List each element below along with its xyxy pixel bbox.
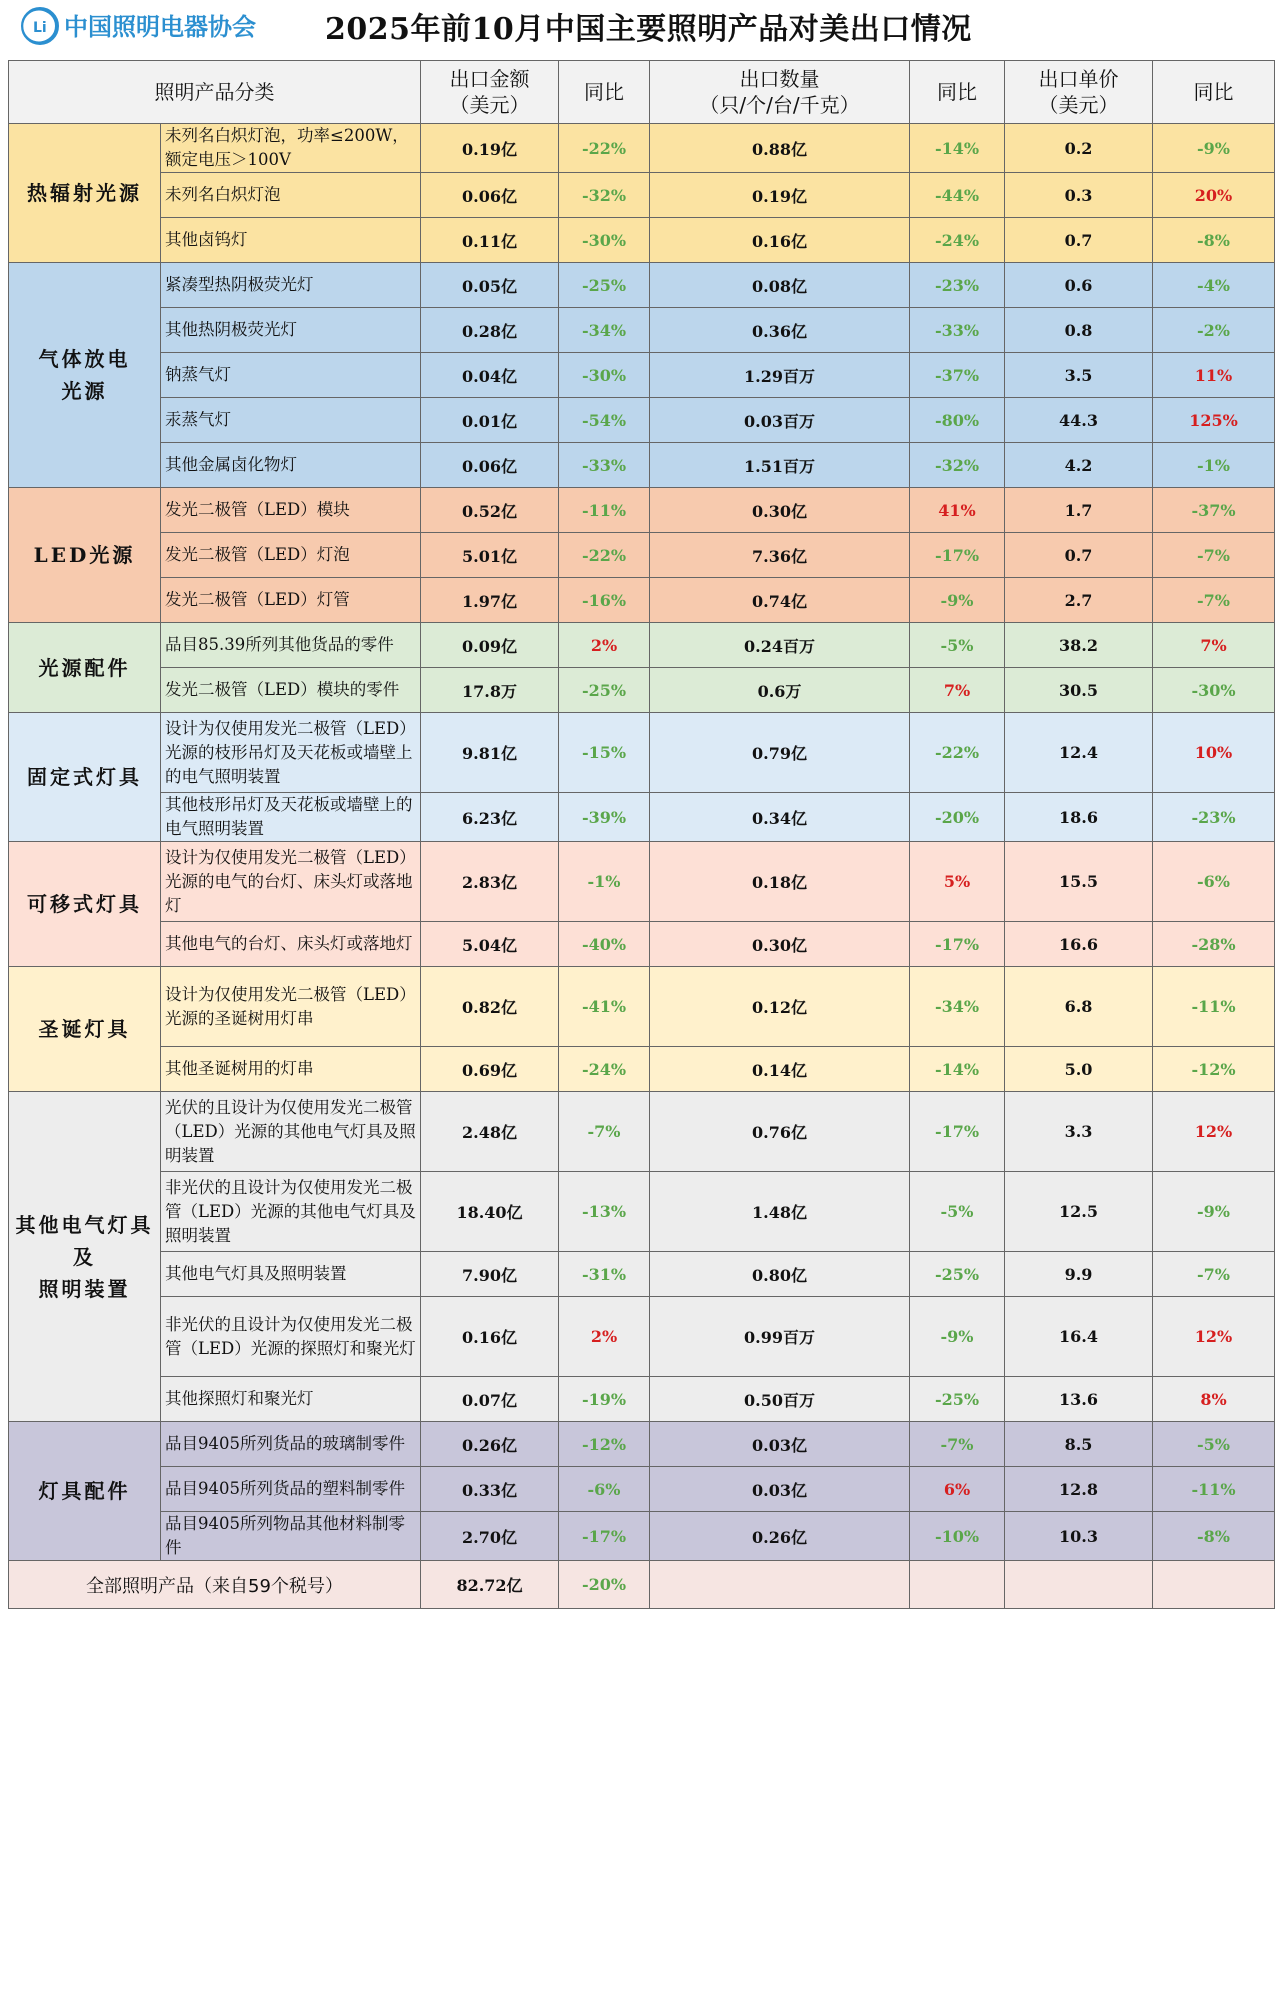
- product-name-cell: 未列名白炽灯泡: [161, 173, 421, 218]
- table-row: [9, 533, 1275, 578]
- unit-price-cell: 0.6: [1005, 263, 1153, 308]
- quantity-yoy-cell: -17%: [910, 1092, 1005, 1172]
- product-name-cell: 品目9405所列货品的塑料制零件: [161, 1467, 421, 1512]
- amount-cell: 0.16亿: [421, 1297, 559, 1377]
- quantity-cell: 0.19亿: [650, 173, 910, 218]
- table-row: [9, 1467, 1275, 1512]
- unit-price-cell: 1.7: [1005, 488, 1153, 533]
- quantity-cell: 0.03亿: [650, 1467, 910, 1512]
- product-name-cell: 品目85.39所列其他货品的零件: [161, 623, 421, 668]
- unit-price-yoy-cell: -7%: [1153, 1252, 1275, 1297]
- quantity-yoy-cell: 41%: [910, 488, 1005, 533]
- quantity-yoy-cell: -7%: [910, 1422, 1005, 1467]
- unit-price-cell: 12.5: [1005, 1172, 1153, 1252]
- cali-logo-icon: [20, 6, 270, 46]
- unit-price-cell: 30.5: [1005, 668, 1153, 713]
- amount-yoy-cell: -24%: [559, 1047, 650, 1092]
- table-body: [9, 124, 1275, 1609]
- col-header-quantity: 出口数量 （只/个/台/千克）: [650, 61, 910, 124]
- amount-cell: 0.05亿: [421, 263, 559, 308]
- unit-price-yoy-cell: -4%: [1153, 263, 1275, 308]
- category-cell: 热辐射光源: [9, 124, 161, 263]
- quantity-cell: 1.51百万: [650, 443, 910, 488]
- unit-price-cell: 6.8: [1005, 967, 1153, 1047]
- amount-cell: 0.07亿: [421, 1377, 559, 1422]
- quantity-yoy-cell: -80%: [910, 398, 1005, 443]
- header-row: [9, 61, 1275, 124]
- unit-price-yoy-cell: -11%: [1153, 1467, 1275, 1512]
- amount-yoy-cell: -15%: [559, 713, 650, 793]
- table-row: [9, 668, 1275, 713]
- table-row: [9, 173, 1275, 218]
- unit-price-yoy-cell: 11%: [1153, 353, 1275, 398]
- unit-price-cell: 0.2: [1005, 124, 1153, 173]
- quantity-cell: 0.26亿: [650, 1512, 910, 1561]
- unit-price-yoy-cell: 7%: [1153, 623, 1275, 668]
- category-cell: 其他电气灯具及 照明装置: [9, 1092, 161, 1422]
- unit-price-cell: 15.5: [1005, 842, 1153, 922]
- unit-price-yoy-cell: -12%: [1153, 1047, 1275, 1092]
- category-cell: 灯具配件: [9, 1422, 161, 1561]
- quantity-yoy-cell: 5%: [910, 842, 1005, 922]
- quantity-yoy-cell: -22%: [910, 713, 1005, 793]
- product-name-cell: 设计为仅使用发光二极管（LED）光源的电气的台灯、床头灯或落地灯: [161, 842, 421, 922]
- amount-yoy-cell: -25%: [559, 263, 650, 308]
- unit-price-cell: 4.2: [1005, 443, 1153, 488]
- unit-price-yoy-cell: -7%: [1153, 578, 1275, 623]
- unit-price-cell: 8.5: [1005, 1422, 1153, 1467]
- table-row: [9, 488, 1275, 533]
- unit-price-cell: 3.5: [1005, 353, 1153, 398]
- unit-price-cell: 12.8: [1005, 1467, 1153, 1512]
- amount-cell: 0.28亿: [421, 308, 559, 353]
- quantity-yoy-cell: -24%: [910, 218, 1005, 263]
- quantity-yoy-cell: -17%: [910, 533, 1005, 578]
- product-name-cell: 其他圣诞树用的灯串: [161, 1047, 421, 1092]
- amount-cell: 5.01亿: [421, 533, 559, 578]
- amount-cell: 6.23亿: [421, 793, 559, 842]
- category-cell: 气体放电 光源: [9, 263, 161, 488]
- unit-price-yoy-cell: -8%: [1153, 1512, 1275, 1561]
- product-name-cell: 设计为仅使用发光二极管（LED）光源的圣诞树用灯串: [161, 967, 421, 1047]
- amount-cell: 0.06亿: [421, 173, 559, 218]
- table-row: [9, 842, 1275, 922]
- product-name-cell: 发光二极管（LED）灯泡: [161, 533, 421, 578]
- table-row: [9, 578, 1275, 623]
- quantity-yoy-cell: -37%: [910, 353, 1005, 398]
- amount-yoy-cell: -30%: [559, 218, 650, 263]
- quantity-yoy-cell: -44%: [910, 173, 1005, 218]
- svg-text:中国照明电器协会: 中国照明电器协会: [64, 12, 256, 41]
- unit-price-cell: 0.7: [1005, 533, 1153, 578]
- page-title: 2025年前10月中国主要照明产品对美出口情况: [325, 12, 972, 47]
- unit-price-cell: 9.9: [1005, 1252, 1153, 1297]
- unit-price-cell: 18.6: [1005, 793, 1153, 842]
- empty-cell: [910, 1561, 1005, 1609]
- unit-price-yoy-cell: 10%: [1153, 713, 1275, 793]
- table-row: [9, 713, 1275, 793]
- unit-price-cell: 12.4: [1005, 713, 1153, 793]
- table-row: [9, 1172, 1275, 1252]
- page-header: [0, 0, 1280, 56]
- quantity-yoy-cell: -33%: [910, 308, 1005, 353]
- unit-price-yoy-cell: 12%: [1153, 1092, 1275, 1172]
- unit-price-cell: 3.3: [1005, 1092, 1153, 1172]
- product-name-cell: 发光二极管（LED）模块的零件: [161, 668, 421, 713]
- unit-price-yoy-cell: -6%: [1153, 842, 1275, 922]
- product-name-cell: 其他探照灯和聚光灯: [161, 1377, 421, 1422]
- category-cell: 圣诞灯具: [9, 967, 161, 1092]
- quantity-cell: 7.36亿: [650, 533, 910, 578]
- amount-yoy-cell: -16%: [559, 578, 650, 623]
- amount-yoy-cell: -34%: [559, 308, 650, 353]
- unit-price-yoy-cell: 125%: [1153, 398, 1275, 443]
- unit-price-yoy-cell: -23%: [1153, 793, 1275, 842]
- quantity-cell: 0.03百万: [650, 398, 910, 443]
- amount-cell: 0.26亿: [421, 1422, 559, 1467]
- amount-cell: 17.8万: [421, 668, 559, 713]
- unit-price-cell: 0.8: [1005, 308, 1153, 353]
- unit-price-yoy-cell: -5%: [1153, 1422, 1275, 1467]
- category-cell: 可移式灯具: [9, 842, 161, 967]
- quantity-yoy-cell: -9%: [910, 578, 1005, 623]
- amount-yoy-cell: -22%: [559, 124, 650, 173]
- amount-yoy-cell: -40%: [559, 922, 650, 967]
- product-name-cell: 非光伏的且设计为仅使用发光二极管（LED）光源的探照灯和聚光灯: [161, 1297, 421, 1377]
- product-name-cell: 其他卤钨灯: [161, 218, 421, 263]
- amount-yoy-cell: -11%: [559, 488, 650, 533]
- product-name-cell: 其他金属卤化物灯: [161, 443, 421, 488]
- quantity-yoy-cell: -10%: [910, 1512, 1005, 1561]
- unit-price-yoy-cell: -8%: [1153, 218, 1275, 263]
- amount-cell: 0.19亿: [421, 124, 559, 173]
- quantity-yoy-cell: 7%: [910, 668, 1005, 713]
- category-cell: 光源配件: [9, 623, 161, 713]
- quantity-yoy-cell: -14%: [910, 124, 1005, 173]
- product-name-cell: 发光二极管（LED）灯管: [161, 578, 421, 623]
- quantity-yoy-cell: -20%: [910, 793, 1005, 842]
- amount-yoy-cell: -7%: [559, 1092, 650, 1172]
- unit-price-yoy-cell: -28%: [1153, 922, 1275, 967]
- unit-price-yoy-cell: -1%: [1153, 443, 1275, 488]
- quantity-yoy-cell: -23%: [910, 263, 1005, 308]
- product-name-cell: 品目9405所列物品其他材料制零件: [161, 1512, 421, 1561]
- product-name-cell: 设计为仅使用发光二极管（LED）光源的枝形吊灯及天花板或墙壁上的电气照明装置: [161, 713, 421, 793]
- unit-price-cell: 44.3: [1005, 398, 1153, 443]
- table-row: [9, 1377, 1275, 1422]
- table-row: [9, 263, 1275, 308]
- amount-yoy-cell: -54%: [559, 398, 650, 443]
- amount-yoy-cell: -41%: [559, 967, 650, 1047]
- quantity-cell: 0.34亿: [650, 793, 910, 842]
- amount-cell: 5.04亿: [421, 922, 559, 967]
- quantity-cell: 0.36亿: [650, 308, 910, 353]
- unit-price-yoy-cell: 12%: [1153, 1297, 1275, 1377]
- product-name-cell: 其他枝形吊灯及天花板或墙壁上的电气照明装置: [161, 793, 421, 842]
- unit-price-cell: 2.7: [1005, 578, 1153, 623]
- unit-price-yoy-cell: -11%: [1153, 967, 1275, 1047]
- quantity-cell: 0.80亿: [650, 1252, 910, 1297]
- table-row: [9, 443, 1275, 488]
- product-name-cell: 发光二极管（LED）模块: [161, 488, 421, 533]
- category-cell: 固定式灯具: [9, 713, 161, 842]
- empty-cell: [650, 1561, 910, 1609]
- quantity-yoy-cell: -34%: [910, 967, 1005, 1047]
- table-row: [9, 308, 1275, 353]
- table-row: [9, 1297, 1275, 1377]
- table-row: [9, 353, 1275, 398]
- product-name-cell: 非光伏的且设计为仅使用发光二极管（LED）光源的其他电气灯具及照明装置: [161, 1172, 421, 1252]
- amount-yoy-cell: -31%: [559, 1252, 650, 1297]
- amount-yoy-cell: -1%: [559, 842, 650, 922]
- table-row: [9, 1047, 1275, 1092]
- quantity-yoy-cell: -14%: [910, 1047, 1005, 1092]
- amount-yoy-cell: -25%: [559, 668, 650, 713]
- amount-cell: 18.40亿: [421, 1172, 559, 1252]
- amount-yoy-cell: -19%: [559, 1377, 650, 1422]
- product-name-cell: 光伏的且设计为仅使用发光二极管（LED）光源的其他电气灯具及照明装置: [161, 1092, 421, 1172]
- amount-cell: 0.52亿: [421, 488, 559, 533]
- col-header-amount-yoy: 同比: [559, 61, 650, 124]
- amount-yoy-cell: -6%: [559, 1467, 650, 1512]
- unit-price-yoy-cell: 20%: [1153, 173, 1275, 218]
- quantity-yoy-cell: -5%: [910, 623, 1005, 668]
- quantity-cell: 0.24百万: [650, 623, 910, 668]
- svg-text:Li: Li: [33, 20, 47, 36]
- amount-cell: 0.04亿: [421, 353, 559, 398]
- quantity-yoy-cell: -5%: [910, 1172, 1005, 1252]
- col-header-unit-price: 出口单价 （美元）: [1005, 61, 1153, 124]
- table-row: [9, 922, 1275, 967]
- quantity-cell: 0.74亿: [650, 578, 910, 623]
- col-header-category: 照明产品分类: [9, 61, 421, 124]
- unit-price-cell: 0.7: [1005, 218, 1153, 263]
- product-name-cell: 品目9405所列货品的玻璃制零件: [161, 1422, 421, 1467]
- quantity-cell: 0.76亿: [650, 1092, 910, 1172]
- quantity-yoy-cell: -9%: [910, 1297, 1005, 1377]
- cali-logo: [20, 6, 270, 46]
- unit-price-yoy-cell: -9%: [1153, 1172, 1275, 1252]
- amount-cell: 0.33亿: [421, 1467, 559, 1512]
- amount-cell: 2.48亿: [421, 1092, 559, 1172]
- unit-price-cell: 0.3: [1005, 173, 1153, 218]
- amount-cell: 0.82亿: [421, 967, 559, 1047]
- quantity-cell: 0.6万: [650, 668, 910, 713]
- amount-cell: 0.09亿: [421, 623, 559, 668]
- unit-price-cell: 16.6: [1005, 922, 1153, 967]
- table-row: [9, 1092, 1275, 1172]
- quantity-cell: 1.29百万: [650, 353, 910, 398]
- empty-cell: [1153, 1561, 1275, 1609]
- quantity-yoy-cell: -32%: [910, 443, 1005, 488]
- table-row: [9, 218, 1275, 263]
- col-header-quantity-yoy: 同比: [910, 61, 1005, 124]
- quantity-cell: 0.88亿: [650, 124, 910, 173]
- amount-yoy-cell: -33%: [559, 443, 650, 488]
- product-name-cell: 汞蒸气灯: [161, 398, 421, 443]
- quantity-yoy-cell: 6%: [910, 1467, 1005, 1512]
- quantity-cell: 0.12亿: [650, 967, 910, 1047]
- amount-cell: 0.69亿: [421, 1047, 559, 1092]
- unit-price-yoy-cell: -7%: [1153, 533, 1275, 578]
- category-cell: LED光源: [9, 488, 161, 623]
- amount-cell: 0.06亿: [421, 443, 559, 488]
- amount-cell: 0.01亿: [421, 398, 559, 443]
- table-row: [9, 793, 1275, 842]
- table-row: [9, 124, 1275, 173]
- quantity-cell: 0.18亿: [650, 842, 910, 922]
- quantity-yoy-cell: -25%: [910, 1377, 1005, 1422]
- amount-yoy-cell: -13%: [559, 1172, 650, 1252]
- amount-yoy-cell: 2%: [559, 623, 650, 668]
- amount-yoy-cell: -22%: [559, 533, 650, 578]
- unit-price-cell: 5.0: [1005, 1047, 1153, 1092]
- table-row: [9, 1252, 1275, 1297]
- quantity-cell: 0.16亿: [650, 218, 910, 263]
- unit-price-yoy-cell: -37%: [1153, 488, 1275, 533]
- amount-cell: 7.90亿: [421, 1252, 559, 1297]
- amount-yoy-cell: -32%: [559, 173, 650, 218]
- unit-price-yoy-cell: -2%: [1153, 308, 1275, 353]
- unit-price-cell: 13.6: [1005, 1377, 1153, 1422]
- quantity-yoy-cell: -25%: [910, 1252, 1005, 1297]
- product-name-cell: 其他电气灯具及照明装置: [161, 1252, 421, 1297]
- total-row: [9, 1561, 1275, 1609]
- amount-yoy-cell: -39%: [559, 793, 650, 842]
- quantity-cell: 0.50百万: [650, 1377, 910, 1422]
- amount-yoy-cell: 2%: [559, 1297, 650, 1377]
- product-name-cell: 紧凑型热阴极荧光灯: [161, 263, 421, 308]
- amount-cell: 2.70亿: [421, 1512, 559, 1561]
- unit-price-cell: 38.2: [1005, 623, 1153, 668]
- quantity-cell: 0.79亿: [650, 713, 910, 793]
- product-name-cell: 钠蒸气灯: [161, 353, 421, 398]
- amount-cell: 9.81亿: [421, 713, 559, 793]
- product-name-cell: 其他电气的台灯、床头灯或落地灯: [161, 922, 421, 967]
- export-table: [8, 60, 1275, 1609]
- quantity-yoy-cell: -17%: [910, 922, 1005, 967]
- quantity-cell: 0.03亿: [650, 1422, 910, 1467]
- quantity-cell: 0.30亿: [650, 488, 910, 533]
- empty-cell: [1005, 1561, 1153, 1609]
- quantity-cell: 0.14亿: [650, 1047, 910, 1092]
- unit-price-yoy-cell: -9%: [1153, 124, 1275, 173]
- table-row: [9, 967, 1275, 1047]
- total-amount: 82.72亿: [421, 1561, 559, 1609]
- amount-yoy-cell: -30%: [559, 353, 650, 398]
- col-header-unit-price-yoy: 同比: [1153, 61, 1275, 124]
- amount-yoy-cell: -12%: [559, 1422, 650, 1467]
- unit-price-yoy-cell: 8%: [1153, 1377, 1275, 1422]
- amount-cell: 0.11亿: [421, 218, 559, 263]
- product-name-cell: 其他热阴极荧光灯: [161, 308, 421, 353]
- unit-price-cell: 16.4: [1005, 1297, 1153, 1377]
- quantity-cell: 1.48亿: [650, 1172, 910, 1252]
- quantity-cell: 0.99百万: [650, 1297, 910, 1377]
- amount-cell: 2.83亿: [421, 842, 559, 922]
- product-name-cell: 未列名白炽灯泡，功率≤200W，额定电压＞100V: [161, 124, 421, 173]
- table-row: [9, 623, 1275, 668]
- total-amount-yoy: -20%: [559, 1561, 650, 1609]
- quantity-cell: 0.30亿: [650, 922, 910, 967]
- table-row: [9, 1422, 1275, 1467]
- table-row: [9, 398, 1275, 443]
- quantity-cell: 0.08亿: [650, 263, 910, 308]
- table-row: [9, 1512, 1275, 1561]
- amount-cell: 1.97亿: [421, 578, 559, 623]
- unit-price-yoy-cell: -30%: [1153, 668, 1275, 713]
- unit-price-cell: 10.3: [1005, 1512, 1153, 1561]
- col-header-amount: 出口金额 （美元）: [421, 61, 559, 124]
- amount-yoy-cell: -17%: [559, 1512, 650, 1561]
- total-label: 全部照明产品（来自59个税号）: [9, 1561, 421, 1609]
